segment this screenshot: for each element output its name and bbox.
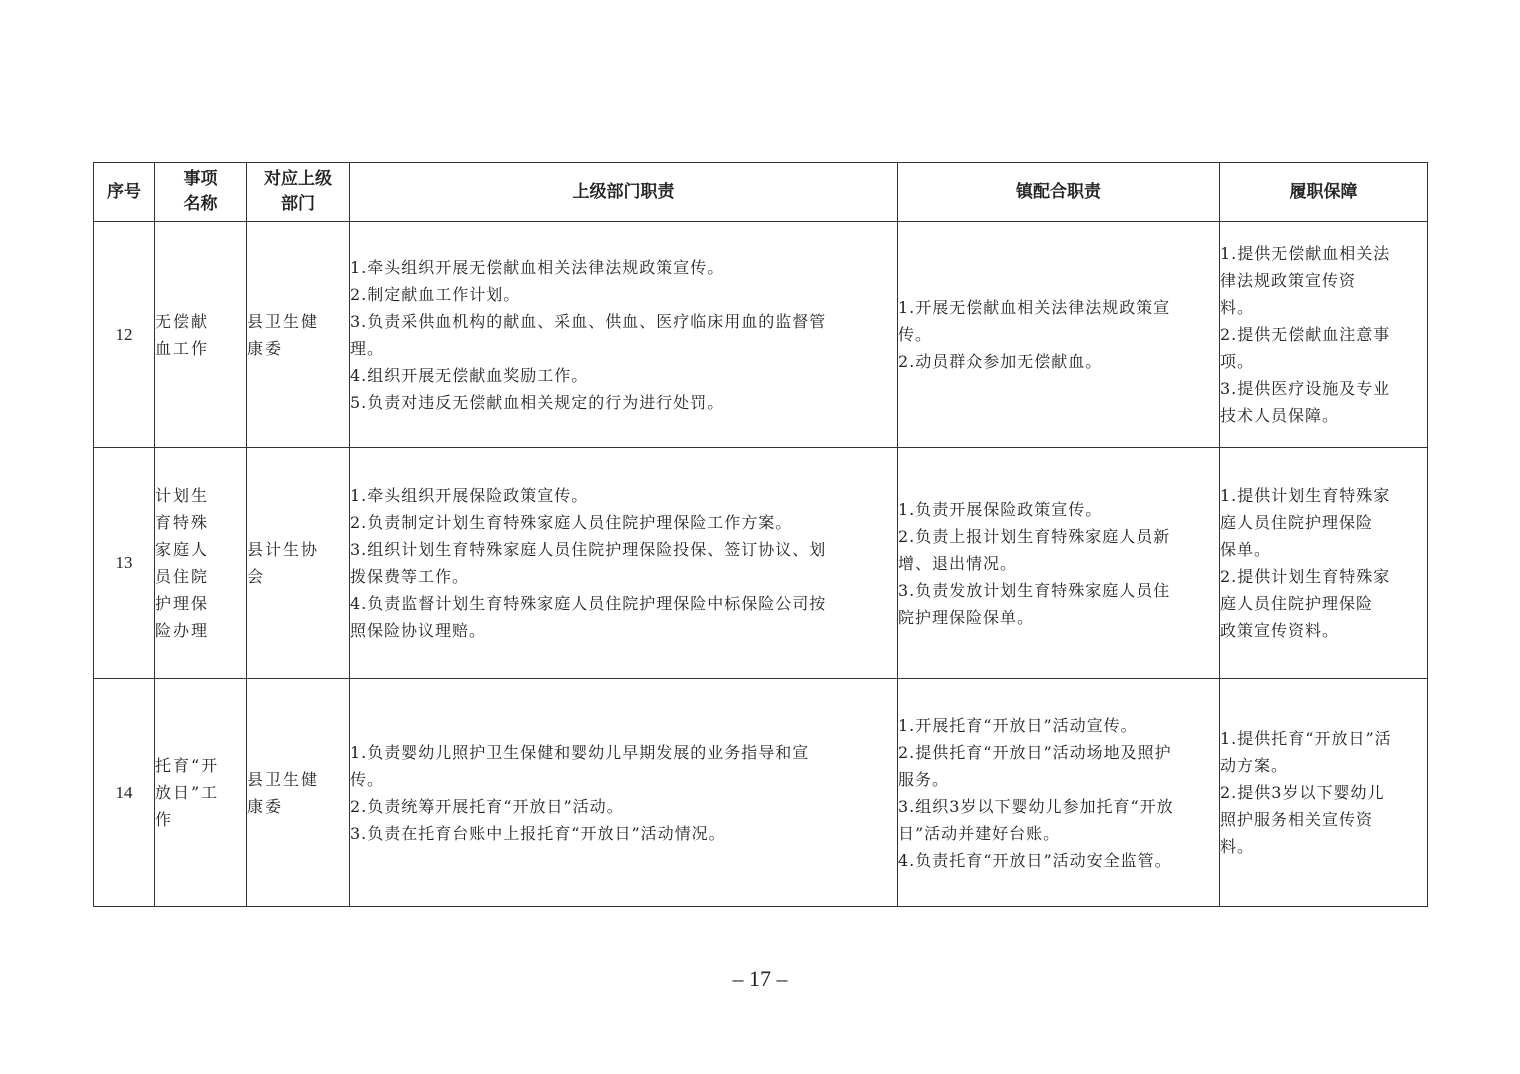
cell-line: 2.提供托育“开放日”活动场地及照护	[898, 742, 1172, 762]
table-row	[94, 222, 1428, 448]
cell-line: 护理保	[155, 594, 210, 613]
row-town-duties	[898, 679, 1220, 907]
header-line: 序号	[107, 181, 141, 202]
header-line: 对应上级	[264, 169, 332, 189]
cell-line: 1.开展托育“开放日”活动宣传。	[898, 715, 1138, 735]
cell-line: 3.组织计划生育特殊家庭人员住院护理保险投保、签订协议、划	[350, 540, 827, 559]
header-line: 事项	[183, 169, 218, 189]
cell-line: 庭人员住院护理保险	[1220, 594, 1374, 613]
row-upper-duties	[350, 679, 898, 907]
cell-line: 照保险协议理赔。	[350, 621, 487, 640]
cell-line: 1.负责开展保险政策宣传。	[898, 499, 1103, 519]
cell-line: 险办理	[155, 621, 210, 640]
cell-line: 日”活动并建好台账。	[898, 823, 1061, 843]
row-item-name	[155, 222, 247, 448]
row-item-name	[155, 448, 247, 679]
cell-line: 政策宣传资料。	[1220, 621, 1340, 640]
header-line: 部门	[281, 194, 315, 214]
page-number: – 17 –	[732, 966, 788, 991]
row-town-duties	[898, 448, 1220, 679]
cell-line: 康委	[247, 338, 284, 358]
cell-line: 康委	[247, 796, 284, 816]
table-row	[94, 679, 1428, 907]
cell-line: 县计生协	[247, 540, 320, 559]
cell-line: 县卫生健	[247, 769, 320, 789]
cell-line: 传。	[350, 769, 385, 789]
table-row	[94, 448, 1428, 679]
header-line: 名称	[183, 194, 218, 214]
cell-line: 动方案。	[1220, 756, 1289, 775]
cell-line: 2.负责统筹开展托育“开放日”活动。	[350, 796, 624, 816]
header-town-duties	[898, 163, 1220, 222]
cell-line: 2.制定献血工作计划。	[350, 284, 521, 304]
row-upper-duties	[350, 448, 898, 679]
row-item-name	[155, 679, 247, 907]
row-seq: 13	[94, 448, 155, 679]
cell-line: 3.负责发放计划生育特殊家庭人员住	[898, 580, 1171, 600]
cell-line: 传。	[898, 325, 933, 344]
cell-line: 2.提供无偿献血注意事	[1220, 325, 1391, 344]
cell-line: 家庭人	[155, 540, 210, 559]
cell-line: 拨保费等工作。	[350, 567, 470, 586]
cell-line: 2.负责制定计划生育特殊家庭人员住院护理保险工作方案。	[350, 513, 793, 532]
cell-line: 1.提供托育“开放日”活	[1220, 729, 1392, 748]
row-guarantee	[1220, 679, 1428, 907]
row-upper-duties	[350, 222, 898, 448]
header-upper-duties	[350, 163, 898, 222]
header-seq	[94, 163, 155, 222]
cell-line: 1.牵头组织开展保险政策宣传。	[350, 486, 589, 505]
row-upper-dept	[247, 448, 350, 679]
cell-line: 1.提供无偿献血相关法	[1220, 244, 1391, 263]
cell-line: 照护服务相关宣传资	[1220, 810, 1374, 829]
header-line: 镇配合职责	[1016, 181, 1101, 202]
header-guarantee	[1220, 163, 1428, 222]
cell-line: 会	[247, 567, 266, 586]
cell-line: 员住院	[155, 567, 210, 586]
cell-line: 2.提供计划生育特殊家	[1220, 567, 1391, 586]
row-guarantee	[1220, 448, 1428, 679]
duty-table	[93, 162, 1428, 907]
cell-line: 2.提供3岁以下婴幼儿	[1220, 783, 1385, 802]
cell-line: 1.提供计划生育特殊家	[1220, 486, 1391, 505]
cell-line: 放日”工	[155, 783, 220, 802]
cell-line: 1.负责婴幼儿照护卫生保健和婴幼儿早期发展的业务指导和宣	[350, 742, 810, 762]
cell-line: 育特殊	[155, 513, 210, 532]
cell-line: 2.负责上报计划生育特殊家庭人员新	[898, 526, 1171, 546]
cell-line: 保单。	[1220, 540, 1272, 559]
cell-line: 律法规政策宣传资	[1220, 271, 1357, 290]
cell-line: 1.开展无偿献血相关法律法规政策宣	[898, 298, 1171, 317]
cell-line: 4.负责托育“开放日”活动安全监管。	[898, 850, 1172, 870]
row-town-duties	[898, 222, 1220, 448]
header-row	[94, 163, 1428, 222]
cell-line: 3.组织3岁以下婴幼儿参加托育“开放	[898, 796, 1174, 816]
header-upper-dept	[247, 163, 350, 222]
cell-line: 4.负责监督计划生育特殊家庭人员住院护理保险中标保险公司按	[350, 594, 827, 613]
cell-line: 2.动员群众参加无偿献血。	[898, 352, 1103, 371]
cell-line: 服务。	[898, 769, 950, 789]
cell-line: 县卫生健	[247, 311, 320, 331]
cell-line: 庭人员住院护理保险	[1220, 513, 1374, 532]
row-guarantee	[1220, 222, 1428, 448]
cell-line: 无偿献	[155, 311, 210, 331]
row-upper-dept	[247, 679, 350, 907]
cell-line: 院护理保险保单。	[898, 607, 1035, 627]
cell-line: 料。	[1220, 837, 1255, 856]
header-item-name	[155, 163, 247, 222]
cell-line: 增、退出情况。	[898, 553, 1018, 573]
cell-line: 计划生	[155, 486, 210, 505]
cell-line: 1.牵头组织开展无偿献血相关法律法规政策宣传。	[350, 257, 725, 277]
cell-line: 3.负责采供血机构的献血、采血、供血、医疗临床用血的监督管	[350, 311, 827, 331]
cell-line: 3.提供医疗设施及专业	[1220, 379, 1391, 398]
row-seq: 12	[94, 222, 155, 448]
cell-line: 理。	[350, 338, 385, 358]
cell-line: 3.负责在托育台账中上报托育“开放日”活动情况。	[350, 823, 726, 843]
row-upper-dept	[247, 222, 350, 448]
cell-line: 项。	[1220, 352, 1255, 371]
header-line: 上级部门职责	[572, 181, 675, 202]
cell-line: 料。	[1220, 298, 1255, 317]
cell-line: 血工作	[155, 338, 210, 358]
header-line: 履职保障	[1289, 181, 1358, 202]
cell-line: 4.组织开展无偿献血奖励工作。	[350, 365, 589, 385]
cell-line: 作	[155, 810, 174, 829]
cell-line: 技术人员保障。	[1220, 406, 1340, 425]
cell-line: 5.负责对违反无偿献血相关规定的行为进行处罚。	[350, 392, 725, 412]
row-seq: 14	[94, 679, 155, 907]
cell-line: 托育“开	[155, 756, 220, 775]
